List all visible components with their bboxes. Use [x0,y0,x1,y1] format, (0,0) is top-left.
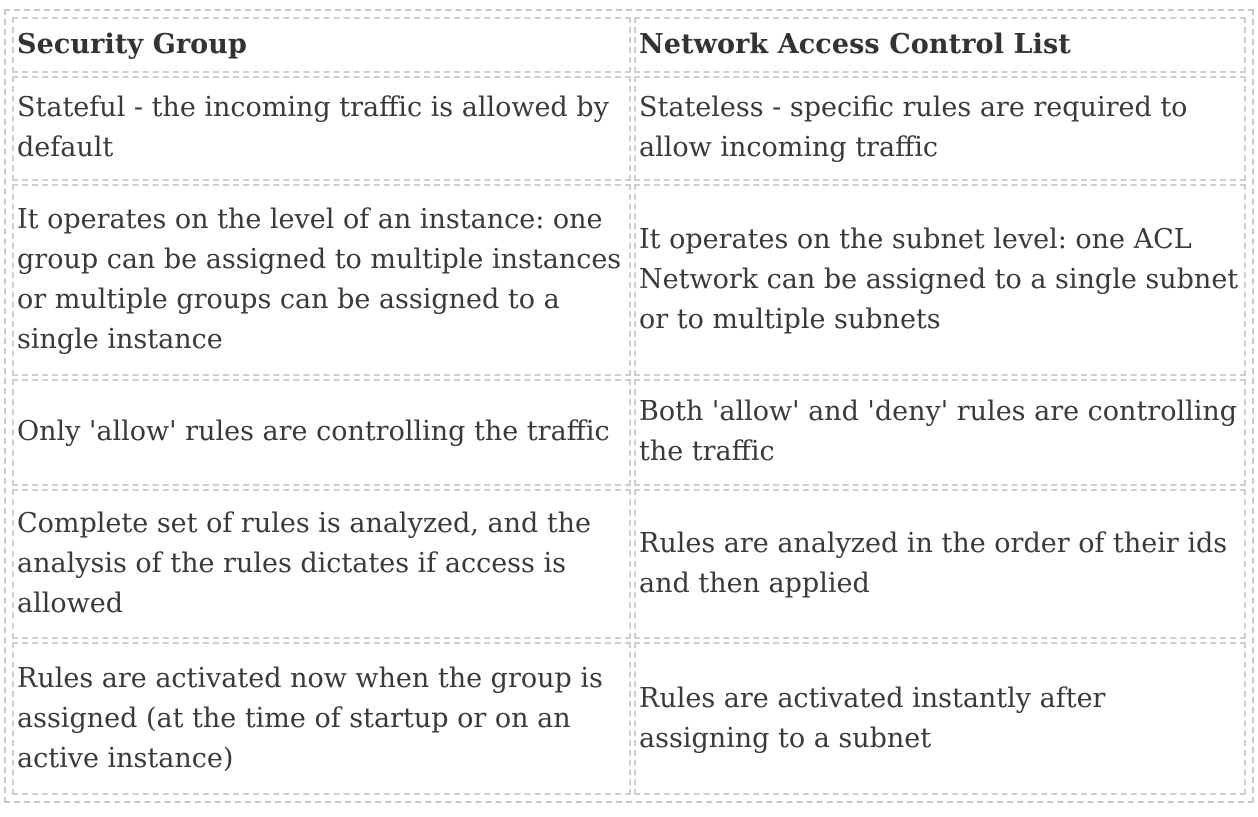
security-group-cell: It operates on the level of an instance: one group can be assigned to multiple instances or multiple groups can be assigned to a single instance [12,184,631,376]
table-row [12,184,1246,376]
table-row [12,489,1246,640]
network-acl-cell: Stateless - specific rules are required to allow incoming traffic [634,76,1246,181]
table-row [12,379,1246,486]
network-acl-cell: Rules are activated instantly after assigning to a subnet [634,642,1246,795]
network-acl-cell: Rules are analyzed in the order of their ids and then applied [634,489,1246,640]
network-acl-cell: It operates on the subnet level: one ACL Network can be assigned to a single subnet or to multiple subnets [634,184,1246,376]
security-group-cell: Complete set of rules is analyzed, and the analysis of the rules dictates if access is allowed [12,489,631,640]
comparison-table [9,14,1249,798]
header-security-group: Security Group [12,17,631,73]
header-network-acl: Network Access Control List [634,17,1246,73]
table-row [12,642,1246,795]
table-row [12,76,1246,181]
comparison-table-container [4,9,1254,803]
network-acl-cell: Both 'allow' and 'deny' rules are controlling the traffic [634,379,1246,486]
security-group-cell: Rules are activated now when the group is assigned (at the time of startup or on an active instance) [12,642,631,795]
table-header-row [12,17,1246,73]
security-group-cell: Only 'allow' rules are controlling the traffic [12,379,631,486]
security-group-cell: Stateful - the incoming traffic is allowed by default [12,76,631,181]
